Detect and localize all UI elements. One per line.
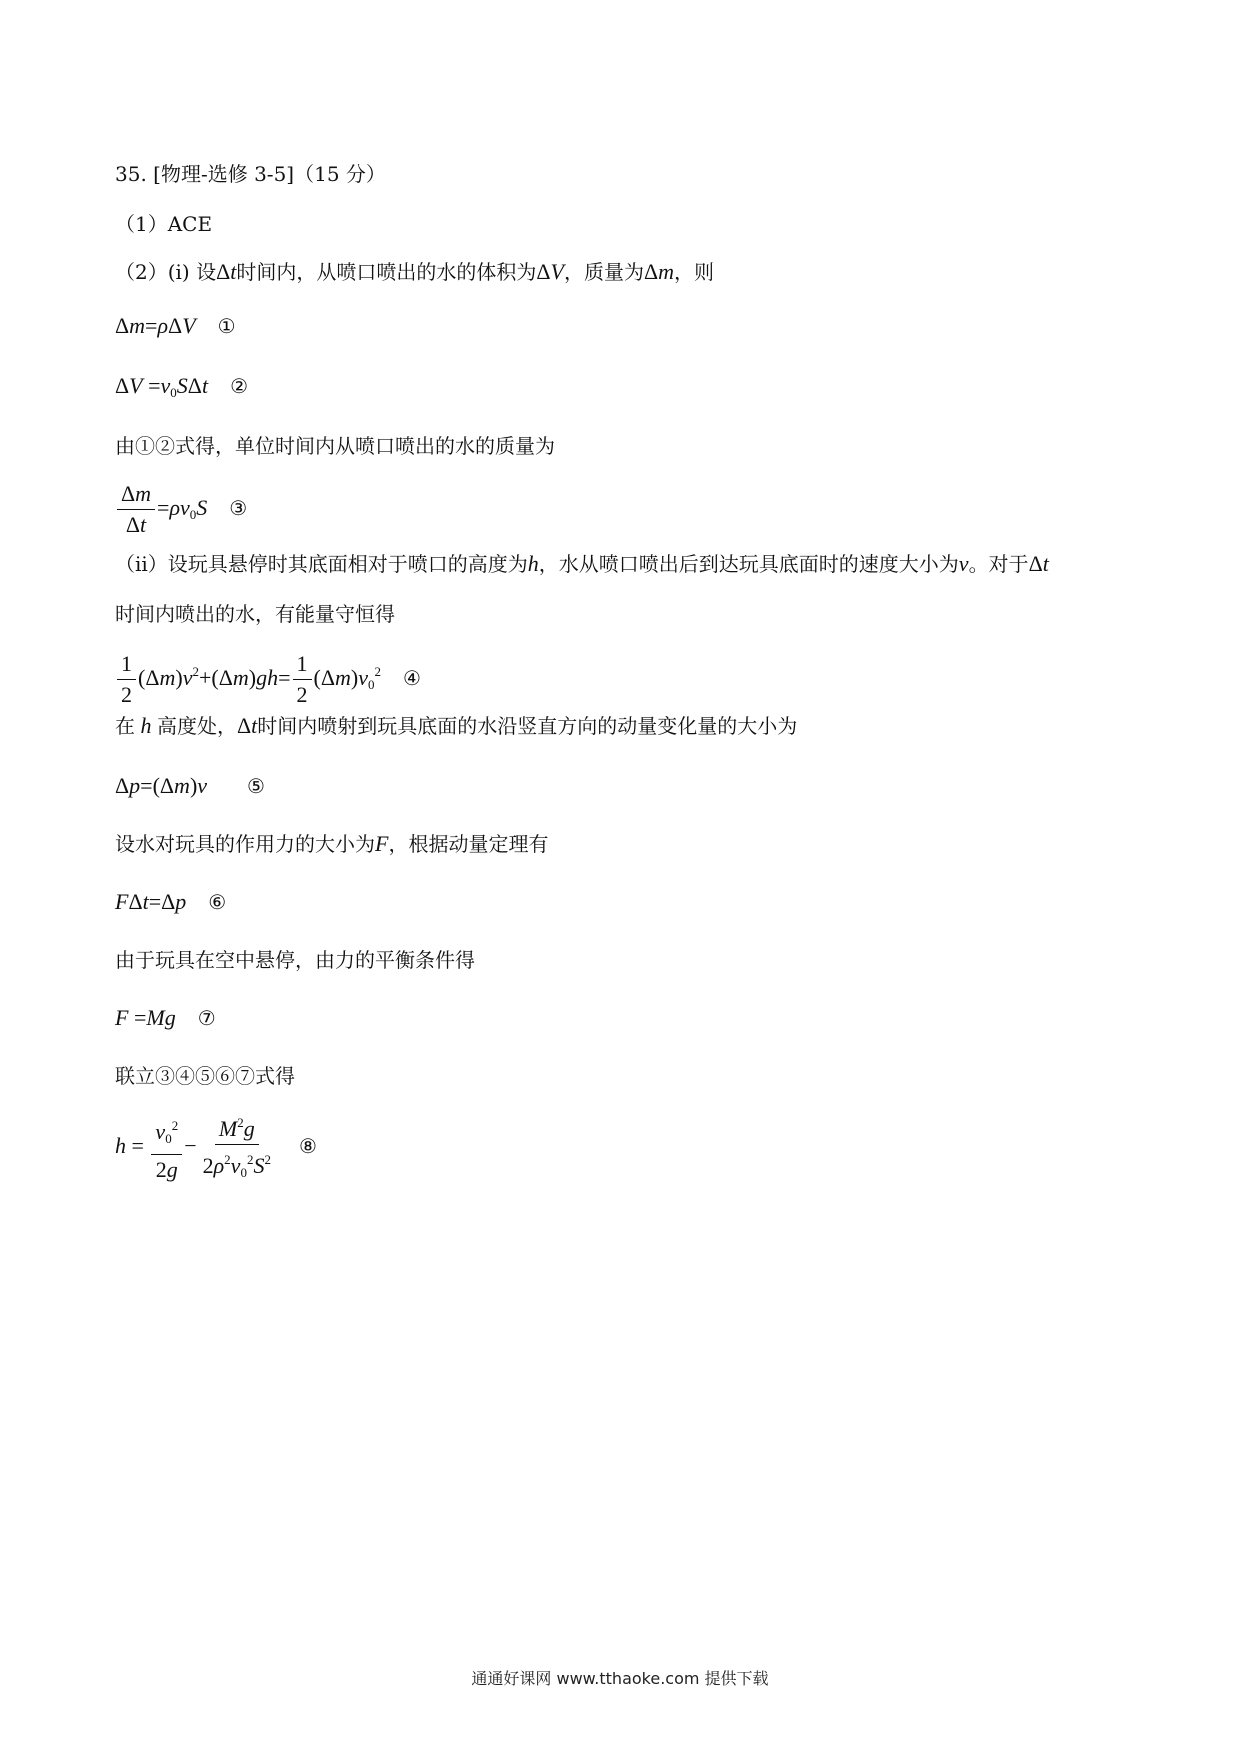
text-before-equation-8: 联立③④⑤⑥⑦式得 bbox=[115, 1064, 295, 1088]
f-symbol: F bbox=[375, 831, 389, 856]
fraction-half-2: $\frac{1}{2}$ bbox=[293, 651, 312, 708]
part2ii-b: ，水从喷口喷出后到达玩具底面时的速度大小为 bbox=[538, 552, 959, 576]
text5-a: 在 bbox=[115, 714, 135, 738]
equation-number-7: ⑦ bbox=[197, 1006, 216, 1030]
equation-6: FΔt=Δp ⑥ bbox=[115, 889, 227, 914]
part2ii-a: （ii）设玩具悬停时其底面相对于喷口的高度为 bbox=[115, 552, 528, 576]
text6-b: ，根据动量定理有 bbox=[388, 832, 549, 856]
text5-b: 高度处， bbox=[157, 714, 237, 738]
part2-intro-a: 时间内，从喷口喷出的水的体积为 bbox=[236, 260, 537, 284]
equation-8: h = $\frac{v_0^2}{2g}$ − $\frac{M^2g}{2\rho^2v_0^2S^2}$ ⑧ bbox=[115, 1110, 317, 1186]
equation-4: $\frac{1}{2}$ $(\Delta m)v^2+(\Delta m)gh=$ $\frac{1}{2}$ $(\Delta m)v_0^2$ ④ bbox=[115, 640, 421, 717]
delta-t-symbol: Δt bbox=[216, 259, 237, 284]
equation-7: F =Mg ⑦ bbox=[115, 1005, 216, 1030]
fraction-half-1: $\frac{1}{2}$ bbox=[117, 651, 136, 708]
text6-a: 设水对玩具的作用力的大小为 bbox=[115, 832, 375, 856]
h-symbol-2: h bbox=[140, 713, 152, 738]
part2ii-text-2: 时间内喷出的水，有能量守恒得 bbox=[115, 602, 395, 626]
fraction-v0-2g: $\frac{v_0^2}{2g}$ bbox=[151, 1113, 182, 1183]
text-after-equation-2: 由①②式得，单位时间内从喷口喷出的水的质量为 bbox=[115, 434, 555, 458]
equation-1: Δm=ρΔV ① bbox=[115, 313, 236, 338]
part1-answer: （1）ACE bbox=[115, 212, 213, 236]
delta-m-symbol: Δm bbox=[643, 259, 675, 284]
v-symbol: v bbox=[958, 551, 969, 576]
text5-c: 时间内喷射到玩具底面的水沿竖直方向的动量变化量的大小为 bbox=[257, 714, 798, 738]
part2-intro-b: ，质量为 bbox=[563, 260, 644, 284]
equation-number-6: ⑥ bbox=[208, 890, 227, 914]
h-symbol: h bbox=[527, 551, 539, 576]
delta-v-symbol: ΔV bbox=[536, 259, 564, 284]
delta-t-symbol-3: Δt bbox=[237, 713, 258, 738]
part2ii-text bbox=[115, 550, 1049, 578]
part2-intro-c: ，则 bbox=[674, 260, 715, 284]
equation-number-3: ③ bbox=[229, 496, 248, 520]
text-before-equation-6 bbox=[115, 830, 548, 858]
footer-text: 通通好课网 www.tthaoke.com 提供下载 bbox=[471, 1669, 769, 1688]
part2-intro bbox=[115, 258, 714, 286]
fraction-m2g: $\frac{M^2g}{2\rho^2v_0^2S^2}$ bbox=[199, 1110, 275, 1186]
equation-number-1: ① bbox=[217, 314, 236, 338]
part2-intro-prefix: （2）(i) 设 bbox=[115, 260, 217, 284]
part2ii-c: 。对于 bbox=[968, 552, 1029, 576]
text-before-equation-7: 由于玩具在空中悬停，由力的平衡条件得 bbox=[115, 948, 475, 972]
equation-number-5: ⑤ bbox=[247, 774, 265, 798]
equation-number-8: ⑧ bbox=[298, 1134, 317, 1159]
fraction-dm-dt: $\frac{\Delta m}{\Delta t}$ bbox=[117, 481, 155, 538]
equation-5: Δp=(Δm)v ⑤ bbox=[115, 773, 265, 798]
equation-3: $\frac{\Delta m}{\Delta t}$ $=\rho v_0S$ ③ bbox=[115, 478, 247, 545]
text-before-equation-5 bbox=[115, 712, 797, 740]
equation-number-4: ④ bbox=[402, 666, 421, 690]
delta-t-symbol-2: Δt bbox=[1028, 551, 1049, 576]
solution-heading: 35. [物理-选修 3-5]（15 分） bbox=[115, 162, 386, 186]
equation-2: $\Delta V =v_0S\Delta t$ ② bbox=[115, 373, 249, 400]
equation-number-2: ② bbox=[230, 374, 249, 398]
